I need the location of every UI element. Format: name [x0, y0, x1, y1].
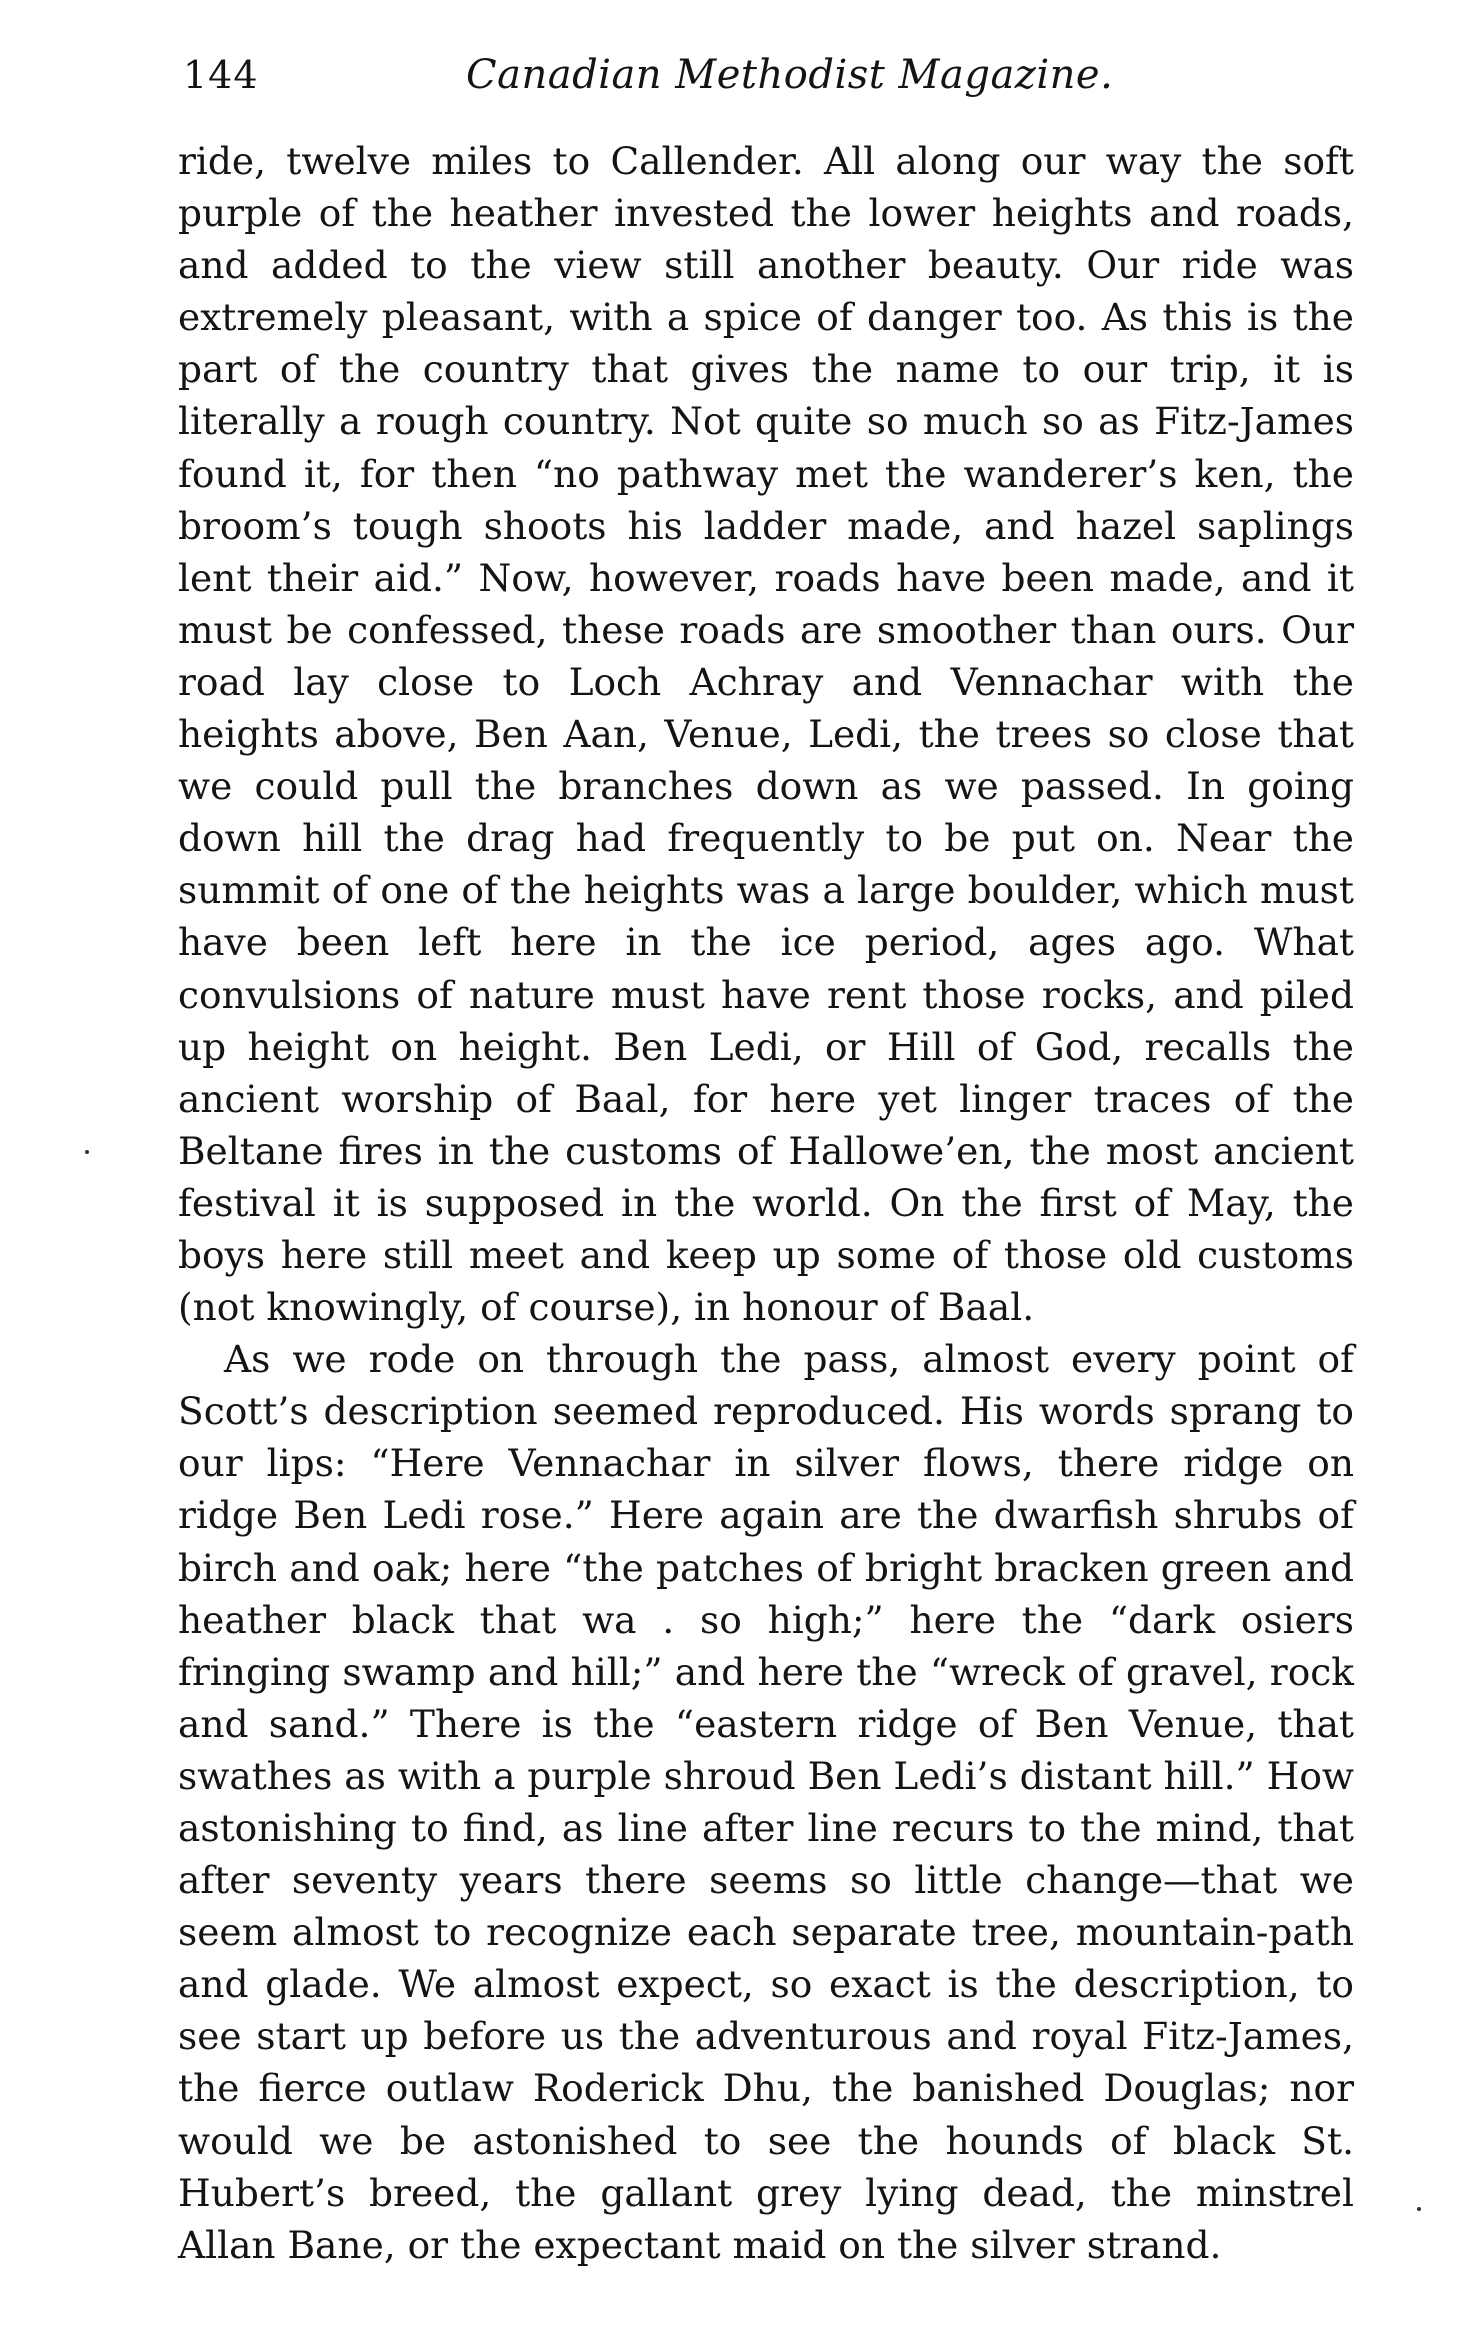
paragraph-scott-description: As we rode on through the pass, almost every point of Scott’s description seemed reproduced. His words sprang to our lips: “Here Vennachar in silver flows, there ridge on ridge Ben Ledi rose.” Here again are the dwarfish shrubs of birch and oak; here “the patches of bright bracken green and heather black that wa . so high;” here the “dark osiers fringing swamp and hill;” and here the “wreck of gravel, rock and sand.” There is the “eastern ridge of Ben Venue, that swathes as with a purple shroud Ben Ledi’s distant hill.” How astonishing to find, as line after line recurs to the mind, that after seventy years there seems so little change—that we seem almost to recognize each separate tree, mountain-path and glade. We almost expect, so exact is the description, to see start up before us the adventurous and royal Fitz-James, the fierce outlaw Roderick Dhu, the banished Douglas; nor would we be astonished to see the hounds of black St. Hubert’s breed, the gallant grey lying dead, the minstrel Allan Bane, or the expectant maid on the silver strand.	[178, 1337, 1354, 2267]
article-body	[178, 135, 1354, 2271]
paragraph-continued: ride, twelve miles to Callender. All along our way the soft purple of the heather invested the lower heights and roads, and added to the view still another beauty. Our ride was extremely pleasant, with a spice of danger too. As this is the part of the country that gives the name to our trip, it is literally a rough country. Not quite so much so as Fitz-James found it, for then “no pathway met the wanderer’s ken, the broom’s tough shoots his ladder made, and hazel saplings lent their aid.” Now, however, roads have been made, and it must be confessed, these roads are smoother than ours. Our road lay close to Loch Achray and Vennachar with the heights above, Ben Aan, Venue, Ledi, the trees so close that we could pull the branches down as we passed. In going down hill the drag had frequently to be put on. Near the summit of one of the heights was a large boulder, which must have been left here in the ice period, ages ago. What convulsions of nature must have rent those rocks, and piled up height on height. Ben Ledi, or Hill of God, recalls the ancient worship of Baal, for here yet linger traces of the Beltane fires in the customs of Hallowe’en, the most ancient festival it is supposed in the world. On the first of May, the boys here still meet and keep up some of those old customs (not knowingly, of course), in honour of Baal.	[178, 139, 1354, 1330]
print-speck	[1417, 2207, 1421, 2211]
print-speck	[85, 1150, 89, 1154]
running-head	[183, 42, 1353, 112]
running-title: Canadian Methodist Magazine.	[466, 52, 1114, 98]
page-number: 144	[183, 53, 259, 97]
